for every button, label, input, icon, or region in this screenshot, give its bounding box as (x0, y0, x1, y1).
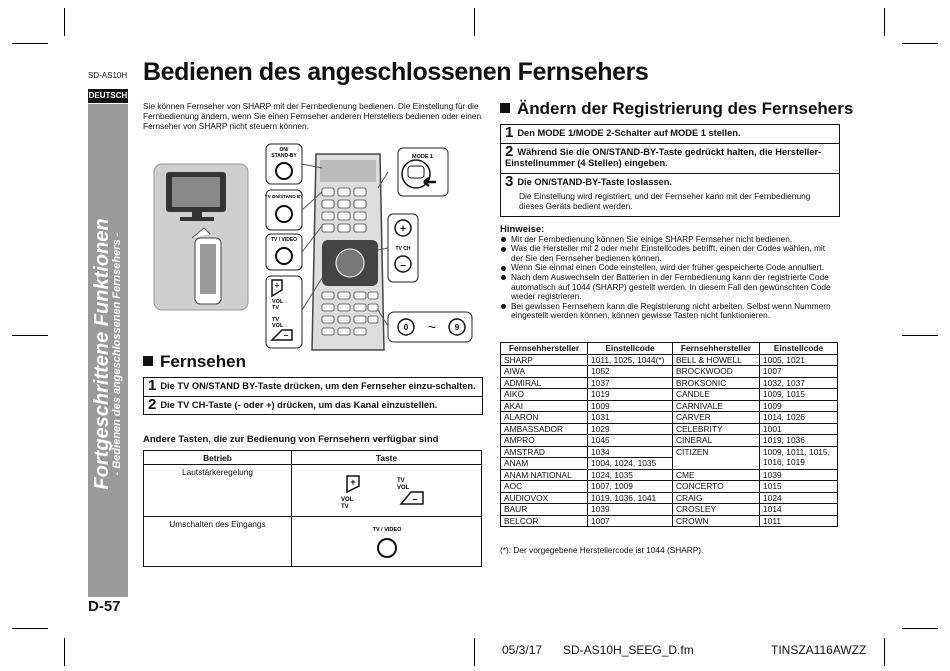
step-item: 1 Die TV ON/STAND BY-Taste drücken, um den Fernseher einzu-schalten. (144, 378, 482, 397)
callout-tv-on-standby-label: TV ON/STAND BY (264, 194, 304, 199)
svg-text:~: ~ (427, 319, 437, 335)
fernsehen-steps (143, 377, 483, 415)
page-number: D-57 (88, 598, 121, 615)
notes-block (500, 225, 838, 321)
table-cell (292, 465, 482, 517)
table-row: AIWA 1052 BROCKWOOD 1007 (501, 366, 838, 378)
crop-mark (64, 638, 65, 666)
table-row: AIKO 1019 CANDLE 1009, 1015 (501, 389, 838, 401)
svg-text:TV / VIDEO: TV / VIDEO (372, 527, 401, 533)
svg-text:–: – (283, 331, 289, 340)
tv-codes-table (500, 342, 838, 527)
tv-ch-label: TV CH (395, 246, 411, 252)
svg-text:VOL: VOL (340, 497, 353, 503)
crop-mark (12, 335, 48, 336)
tv-on-standby-button-icon (276, 206, 292, 222)
table-row: BELCOR 1007 CROWN 1011 (501, 515, 838, 527)
svg-text:VOL: VOL (396, 485, 409, 491)
section-sidebar (88, 104, 128, 597)
model-number: SD-AS10H (88, 71, 128, 80)
svg-text:+: + (400, 224, 406, 235)
table-row: AKAI 1009 CARNIVALE 1009 (501, 400, 838, 412)
step-item: 1 Den MODE 1/MODE 2-Schalter auf MODE 1 stellen. (501, 125, 839, 144)
table-cell: Umschalten des Eingangs (144, 517, 292, 567)
table-cell: Lautstärkeregelung (144, 465, 292, 517)
language-tab: DEUTSCH (88, 89, 128, 103)
svg-text:TV: TV (272, 305, 280, 311)
on-standby-button-icon (276, 163, 292, 179)
mode-label: MODE 1 (412, 154, 434, 160)
svg-text:VOL: VOL (272, 323, 284, 329)
callout-on-standby-label: ON/ (279, 147, 289, 153)
callout-tv-video-label: TV / VIDEO (270, 237, 298, 243)
column-header: Fernsehhersteller (673, 343, 760, 355)
crop-mark (12, 628, 48, 629)
note-item: Wenn Sie einmal einen Code einstellen, wird der früher gespeicherte Code annulliert. (500, 263, 838, 273)
table-row: SHARP 1011, 1025, 1044(*) BELL & HOWELL 1005, 1021 (501, 354, 838, 366)
svg-text:TV: TV (340, 504, 349, 510)
footnote: (*): Der vorgegebene Herstellercode ist 1044 (SHARP). (500, 545, 704, 555)
page-title: Bedienen des angeschlossenen Fernsehers (143, 58, 649, 86)
svg-text:+: + (349, 477, 356, 487)
crop-mark (902, 43, 938, 44)
table-row: AMPRO 1045 CINERAL 1019, 1036 (501, 435, 838, 447)
note-item: Nach dem Auswechseln der Batterien in der Fernbedienung kann der registrierte Code automatisch auf 1044 (SHARP) gestellt werden. In diesem Fall den gewünschten Code wieder registrieren. (500, 273, 838, 302)
column-header: Taste (292, 451, 482, 465)
footer-code: TINSZA116AWZZ (771, 643, 867, 657)
column-header: Fernsehhersteller (501, 343, 588, 355)
square-bullet-icon (500, 103, 510, 113)
column-header: Einstellcode (760, 343, 838, 355)
table-row: ANAM 1004, 1024, 1035 (501, 458, 838, 470)
crop-mark (884, 8, 885, 36)
crop-mark (902, 628, 938, 629)
svg-text:–: – (411, 494, 418, 504)
step-description: Die Einstellung wird registriert, und der Fernseher kann mit der Fernbedienung dieses Geräts bedient werden. (519, 191, 811, 211)
svg-text:9: 9 (454, 323, 460, 332)
table-row: AOC 1007, 1009 CONCERTO 1015 (501, 481, 838, 493)
svg-text:VOL: VOL (272, 299, 284, 305)
step-item: 2 Die TV CH-Taste (- oder +) drücken, um das Kanal einzustellen. (148, 395, 438, 413)
svg-text:+: + (274, 281, 280, 290)
svg-text:0: 0 (403, 323, 409, 332)
table-row: AUDIOVOX 1019, 1036, 1041 CRAIG 1024 (501, 492, 838, 504)
crop-mark (474, 8, 475, 36)
tv-video-button-icon (276, 248, 292, 264)
square-bullet-icon (143, 356, 153, 366)
crop-mark (12, 43, 48, 44)
registration-steps (500, 124, 840, 217)
footer-date: 05/3/17 (502, 643, 543, 657)
svg-text:TV: TV (396, 478, 405, 484)
remote-control-illustration (152, 140, 480, 355)
table-row: ALARON 1031 CARVER 1014, 1026 (501, 412, 838, 424)
other-keys-heading: Andere Tasten, die zur Bedienung von Fernsehern verfügbar sind (143, 434, 439, 445)
fernsehen-heading: Fernsehen (143, 352, 246, 372)
table-cell (292, 517, 482, 567)
table-row: AMBASSADOR 1029 CELEBRITY 1001 (501, 423, 838, 435)
keys-table (143, 450, 482, 567)
step-item: 2 Während Sie die ON/STAND-BY-Taste gedrückt halten, die Hersteller-Einstellnummer (4 Stellen) eingeben. (501, 144, 839, 174)
note-item: Mit der Fernbedienung können Sie einige SHARP Fernseher nicht bedienen. (500, 235, 838, 245)
column-header: Einstellcode (588, 343, 673, 355)
table-row: ANAM NATIONAL 1024, 1035 CME 1039 (501, 469, 838, 481)
registration-heading: Ändern der Registrierung des Fernsehers (500, 99, 853, 119)
notes-heading: Hinweise: (500, 224, 545, 235)
column-header: Betrieb (144, 451, 292, 465)
tv-video-key-icon (357, 524, 417, 564)
svg-text:TV: TV (272, 317, 280, 323)
crop-mark (884, 638, 885, 666)
table-row: ADMIRAL 1037 BROKSONIC 1032, 1037 (501, 377, 838, 389)
sidebar-main-title: Fortgeschrittene Funktionen (91, 218, 113, 490)
volume-keys-icon (337, 470, 437, 514)
footer-filename: SD-AS10H_SEEG_D.fm (563, 643, 694, 657)
note-item: Bei gewissen Fernsehern kann die Registrierung nicht arbeiten. Selbst wenn Nummern eingestellt werden können, können gewisse Tasten nicht funktionieren. (500, 302, 838, 321)
note-item: Was die Hersteller mit 2 oder mehr Einstellcodes betrifft, einen der Codes wählen, mit der Sie den Fernseher bedienen können. (500, 244, 838, 263)
crop-mark (902, 335, 938, 336)
table-row: AMSTRAD 1034 CITIZEN 1009, 1011, 1015, 1016, 1019 (501, 446, 838, 458)
svg-text:–: – (400, 260, 406, 271)
svg-text:STAND-BY: STAND-BY (271, 153, 297, 159)
crop-mark (64, 8, 65, 36)
sidebar-subtitle: - Bedienen des angeschlossenen Fernsehers - (111, 232, 123, 476)
table-row: BAUR 1039 CROSLEY 1014 (501, 504, 838, 516)
crop-mark (474, 638, 475, 666)
intro-text: Sie können Fernseher von SHARP mit der Fernbedienung bedienen. Die Einstellung für die Fernbedienung ändern, wenn Sie einen Fernseher anderen Herstellers bedienen oder einen Fernseher von SHARP nicht steuern können. (143, 101, 482, 131)
step-item: 3 Die ON/STAND-BY-Taste loslassen. Die Einstellung wird registriert, und der Fernseher kann mit der Fernbedienung dieses Geräts bedient werden. (501, 174, 839, 217)
